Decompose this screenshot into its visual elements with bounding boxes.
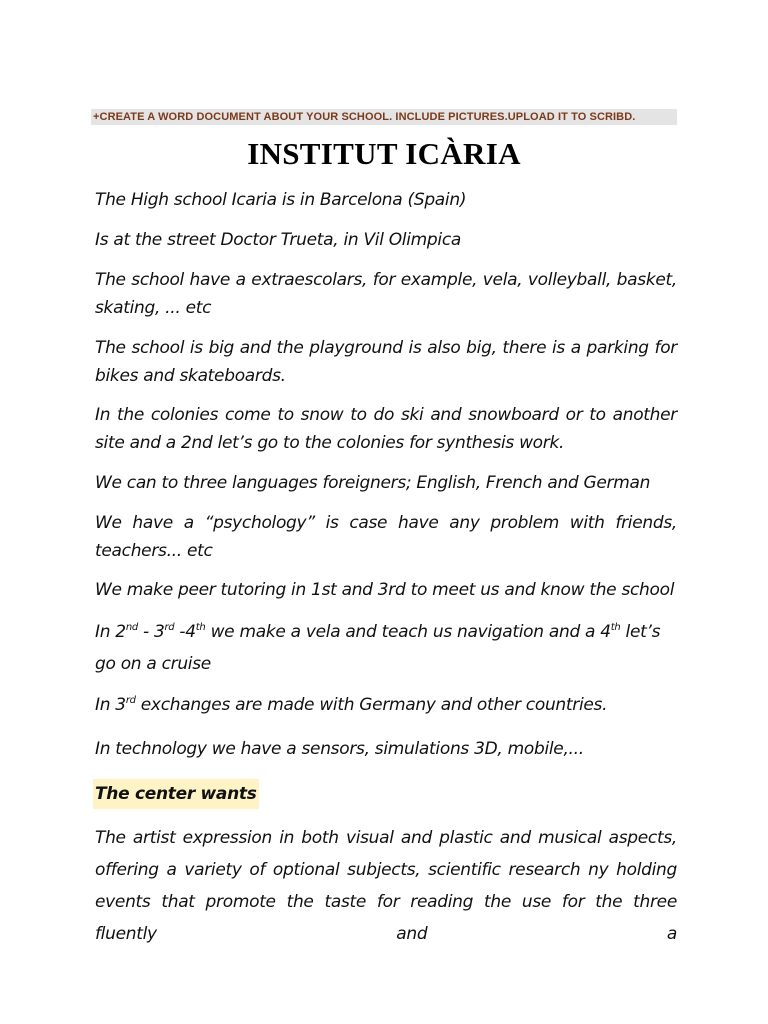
ordinal-suffix: th [610,622,621,633]
text-run: we make a vela and teach us navigation and a 4 [205,622,611,642]
paragraph-colonies: In the colonies come to snow to do ski and snowboard or to another site and a 2nd let’s go to the colonies for synthesis work. [95,405,677,453]
paragraph-address: Is at the street Doctor Trueta, in Vil Olimpica [95,230,461,250]
paragraph-languages: We can to three languages foreigners; English, French and German [95,473,651,493]
page-title: INSTITUT ICÀRIA [247,136,521,171]
text-run: exchanges are made with Germany and other countries. [135,695,608,715]
text-run: -4 [174,622,196,642]
paragraph-center-wants: The artist expression in both visual and plastic and musical aspects, offering a variety of optional subjects, scientific research ny holding events that promote the taste for reading the use for the three fluently and a [95,828,677,944]
paragraph-facilities: The school is big and the playground is also big, there is a parking for bikes and skateboards. [95,338,677,386]
text-run: In 2 [95,622,126,642]
section-heading-highlighted: The center wants [93,779,259,809]
ordinal-suffix: nd [125,622,138,633]
paragraph-location: The High school Icaria is in Barcelona (Spain) [95,190,467,210]
paragraph-exchanges [95,691,677,719]
paragraph-technology: In technology we have a sensors, simulations 3D, mobile,... [95,739,584,759]
paragraph-psychology: We have a “psychology” is case have any problem with friends, teachers... etc [95,513,677,561]
text-run: let’s go on a cruise [95,622,661,674]
ordinal-suffix: th [195,622,206,633]
ordinal-suffix: rd [125,695,136,706]
paragraph-extracurricular: The school have a extraescolars, for example, vela, volleyball, basket, skating, ... etc [95,270,677,318]
text-run: In 3 [95,695,126,715]
instruction-banner: +CREATE A WORD DOCUMENT ABOUT YOUR SCHOOL. INCLUDE PICTURES.UPLOAD IT TO SCRIBD. [91,109,677,125]
paragraph-sailing [95,616,677,680]
ordinal-suffix: rd [164,622,175,633]
text-run: - 3 [137,622,165,642]
paragraph-peer-tutoring: We make peer tutoring in 1st and 3rd to meet us and know the school [95,580,675,600]
